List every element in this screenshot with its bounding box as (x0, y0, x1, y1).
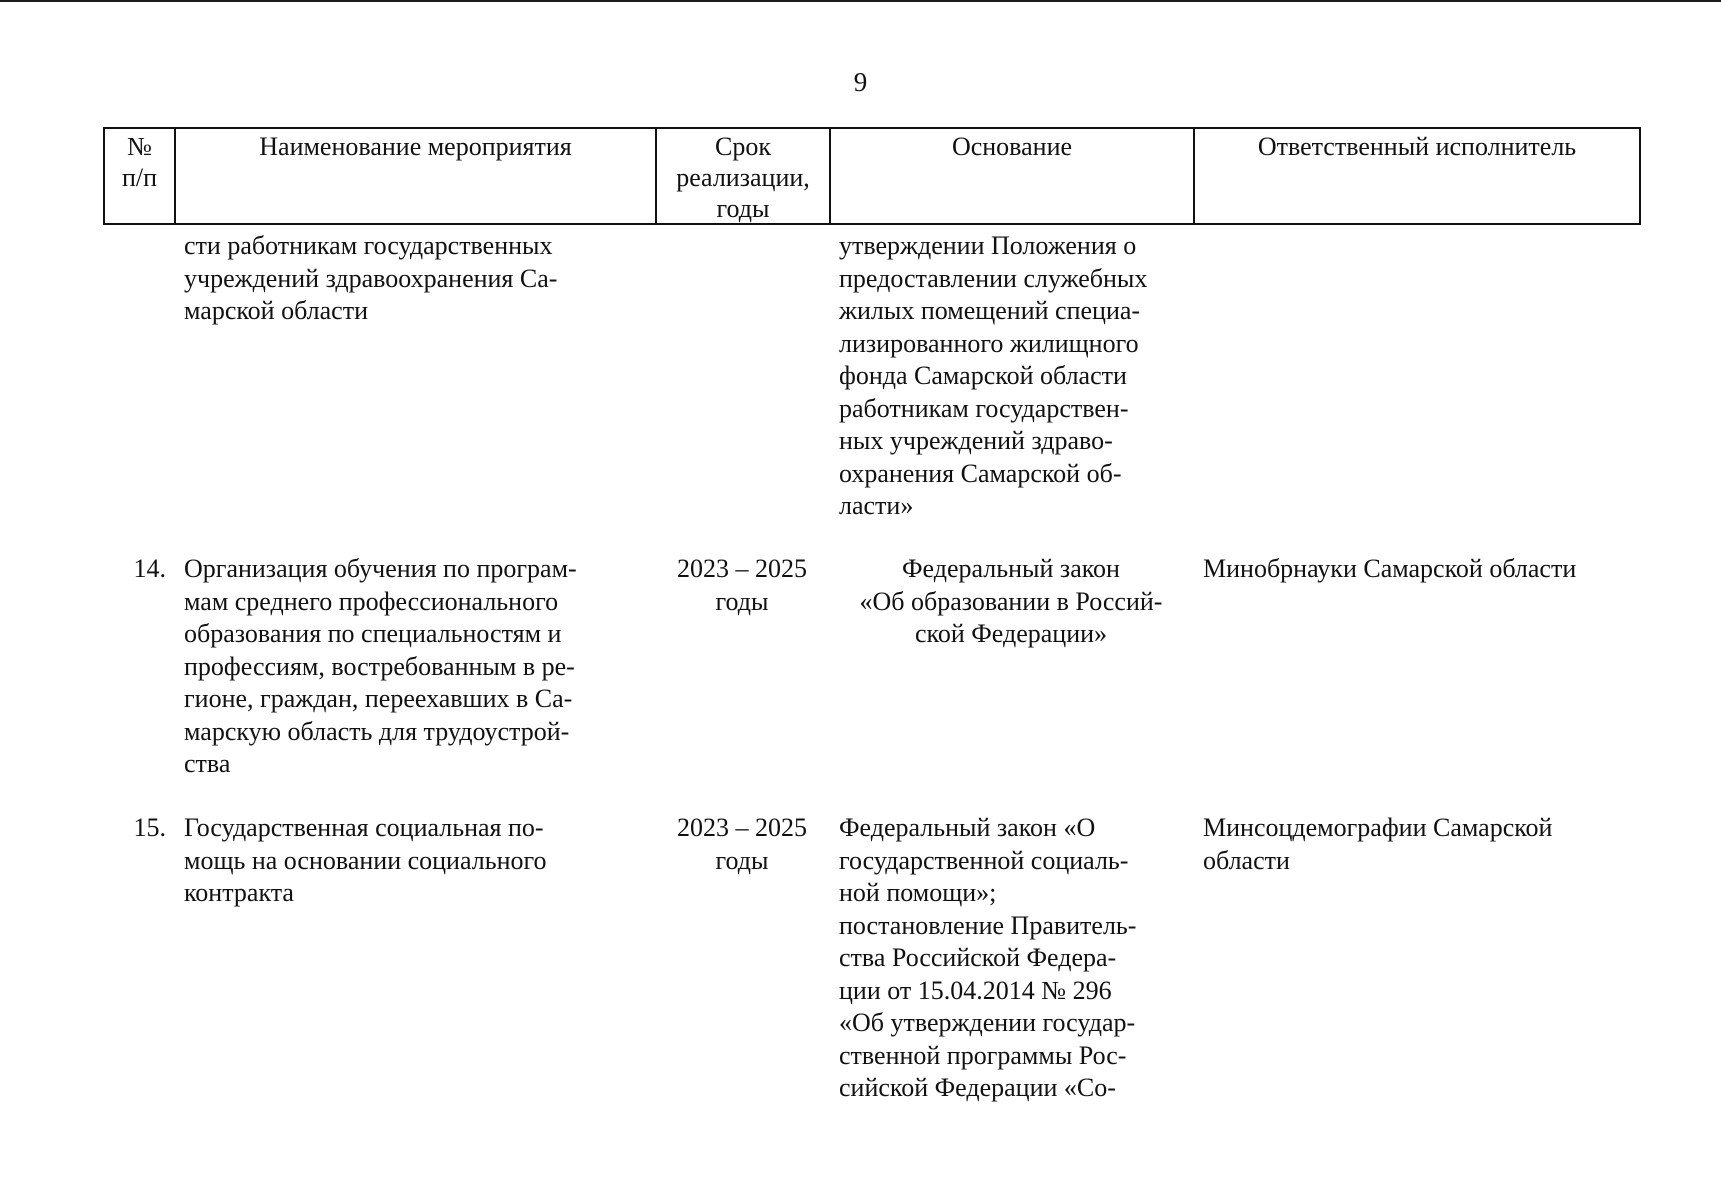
row-name-line: Государственная социальная по- (184, 813, 544, 842)
row-term-line: 2023 – 2025 (677, 813, 807, 842)
row-basis-line: государственной социаль- (839, 845, 1129, 875)
header-basis-text: Основание (951, 132, 1073, 161)
header-num-line: № (127, 132, 152, 161)
row-executor-line: Минобрнауки Самарской области (1203, 554, 1577, 583)
scan-top-edge (0, 0, 1721, 2)
row-basis-line: лизированного жилищного (839, 328, 1139, 358)
row-executor-line: Минсоцдемографии Самарской (1203, 813, 1553, 842)
row-number (103, 230, 174, 523)
row-basis (829, 230, 1193, 523)
table-header (103, 127, 1641, 225)
row-basis-line: «Об утверждении государ- (839, 1008, 1136, 1037)
row-name-line: мощь на основании социального (184, 845, 547, 875)
row-basis-line: утверждении Положения о (839, 231, 1137, 260)
table-row (103, 812, 1641, 1105)
row-name-line: профессиям, востребованным в ре- (184, 651, 575, 681)
header-num (105, 129, 176, 223)
row-basis-line: фонда Самарской области (839, 361, 1127, 390)
row-number: 15. (133, 813, 166, 842)
header-basis (831, 129, 1195, 223)
row-basis-line: предоставлении служебных (839, 263, 1148, 293)
row-basis-line: Федеральный закон (902, 554, 1120, 583)
header-executor (1195, 129, 1639, 223)
row-term (655, 230, 829, 523)
row-basis-line: постановление Правитель- (839, 910, 1137, 940)
row-basis-line: «Об образовании в Россий- (859, 586, 1163, 616)
row-name-line: учреждений здравоохранения Са- (184, 263, 558, 293)
row-term (655, 553, 829, 781)
row-basis-line: работникам государствен- (839, 393, 1129, 423)
row-term-line: годы (715, 586, 769, 616)
row-name-line: сти работникам государственных (184, 231, 553, 260)
row-basis-line: жилых помещений специа- (839, 296, 1141, 325)
row-name (174, 812, 655, 1105)
row-basis-line: ной помощи»; (839, 878, 997, 907)
row-name-line: мам среднего профессионального (184, 586, 559, 616)
header-name-text: Наименование мероприятия (259, 132, 572, 161)
row-number: 14. (133, 554, 166, 583)
row-basis-line: ской Федерации» (914, 619, 1108, 648)
row-name-line: марскую область для трудоустрой- (184, 716, 570, 746)
header-name (176, 129, 657, 223)
row-executor-line: области (1203, 845, 1290, 875)
row-name-line: марской области (184, 296, 368, 325)
header-executor-text: Ответственный исполнитель (1257, 132, 1577, 161)
row-basis-line: ства Российской Федера- (839, 943, 1117, 972)
row-executor (1193, 230, 1637, 523)
header-term (657, 129, 831, 223)
row-executor (1193, 553, 1637, 781)
row-basis-line: сийской Федерации «Со- (839, 1073, 1116, 1102)
row-term (655, 812, 829, 1105)
header-term-line: реализации, (676, 163, 810, 192)
header-num-line: п/п (121, 163, 158, 192)
row-term-line: 2023 – 2025 (677, 554, 807, 583)
row-basis-line: ласти» (839, 491, 914, 520)
row-basis (829, 812, 1193, 1105)
row-executor (1193, 812, 1637, 1105)
row-name-line: образования по специальностям и (184, 619, 562, 648)
row-term-line: годы (715, 845, 769, 875)
page-number: 9 (853, 67, 868, 97)
row-name-line: ства (184, 749, 231, 778)
row-name-line: гионе, граждан, переехавших в Са- (184, 684, 573, 713)
row-name (174, 553, 655, 781)
header-term-line: годы (716, 194, 770, 223)
row-basis-line: охранения Самарской об- (839, 458, 1122, 488)
row-basis (829, 553, 1193, 781)
header-term-line: Срок (715, 132, 771, 161)
row-name-line: контракта (184, 878, 294, 907)
row-basis-line: ции от 15.04.2014 № 296 (839, 975, 1112, 1005)
table-row (103, 230, 1641, 523)
row-basis-line: ных учреждений здраво- (839, 426, 1113, 455)
row-name (174, 230, 655, 523)
row-basis-line: ственной программы Рос- (839, 1040, 1127, 1070)
row-basis-line: Федеральный закон «О (839, 813, 1096, 842)
table-row (103, 553, 1641, 781)
row-name-line: Организация обучения по програм- (184, 554, 577, 583)
